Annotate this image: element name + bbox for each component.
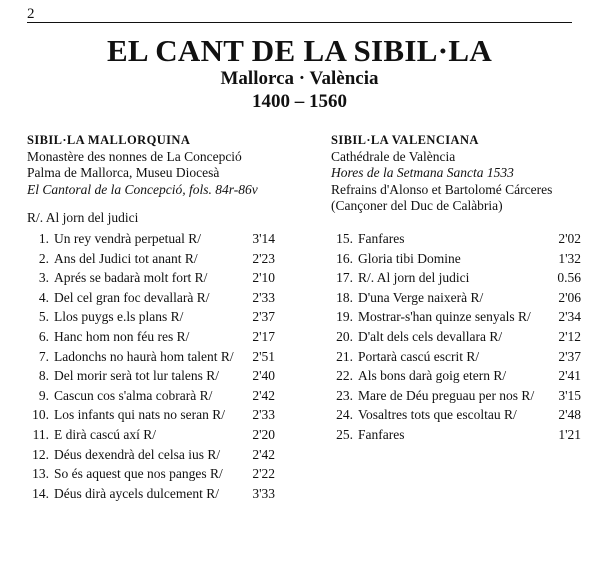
track-title: Ans del Judici tot anant R/ — [54, 250, 198, 266]
left-source-line: El Cantoral de la Concepció, fols. 84r-86v — [27, 181, 258, 197]
track-number: 21. — [336, 348, 353, 364]
track-row — [331, 405, 581, 425]
right-column-header — [331, 132, 552, 215]
track-row — [27, 347, 275, 367]
track-row — [27, 307, 275, 327]
track-row — [27, 268, 275, 288]
track-number: 12. — [32, 446, 49, 462]
left-column-header — [27, 132, 258, 198]
track-number: 2. — [38, 250, 49, 266]
track-title: Hanc hom non féu res R/ — [54, 328, 190, 344]
track-title: Déus dexendrà del celsa ius R/ — [54, 446, 221, 462]
track-number: 7. — [38, 348, 49, 364]
track-duration: 2'37 — [252, 309, 275, 325]
track-number: 6. — [38, 328, 49, 344]
track-row — [27, 249, 275, 269]
track-duration: 2'51 — [252, 348, 275, 364]
track-row — [331, 327, 581, 347]
track-row — [27, 425, 275, 445]
year-range: 1400 – 1560 — [252, 91, 347, 112]
track-number: 15. — [336, 231, 353, 246]
track-title: D'alt dels cels devallara R/ — [358, 328, 503, 344]
track-row — [27, 405, 275, 425]
right-info-line: (Cançoner del Duc de Calàbria) — [331, 198, 503, 213]
track-row — [27, 229, 275, 249]
track-duration: 3'33 — [252, 485, 275, 501]
track-number: 23. — [336, 387, 353, 403]
track-title: Ladonchs no haurà hom talent R/ — [54, 348, 234, 364]
track-number: 14. — [32, 485, 49, 501]
page-number: 2 — [27, 6, 35, 22]
right-heading: SIBIL·LA VALENCIANA — [331, 133, 479, 147]
track-row — [331, 268, 581, 288]
track-number: 11. — [32, 426, 49, 442]
track-title: So és aquest que nos panges R/ — [54, 466, 223, 482]
track-row — [331, 229, 581, 249]
track-row — [27, 445, 275, 465]
track-number: 5. — [38, 309, 49, 325]
track-duration: 2'40 — [252, 368, 275, 384]
track-row — [27, 386, 275, 406]
track-title: Los infants qui nats no seran R/ — [54, 407, 225, 423]
track-duration: 3'14 — [252, 231, 275, 246]
track-row — [27, 327, 275, 347]
refrain-line: R/. Al jorn del judici — [27, 210, 139, 225]
track-title: D'una Verge naixerà R/ — [358, 289, 484, 305]
track-number: 18. — [336, 289, 353, 305]
track-number: 8. — [38, 368, 49, 384]
track-row — [27, 288, 275, 308]
track-title: Cascun cos s'alma cobrarà R/ — [54, 387, 213, 403]
track-duration: 2'37 — [558, 348, 581, 364]
track-duration: 2'41 — [558, 368, 581, 384]
track-duration: 2'22 — [252, 466, 275, 482]
track-number: 24. — [336, 407, 353, 423]
track-duration: 2'12 — [558, 328, 581, 344]
track-row — [27, 366, 275, 386]
track-number: 19. — [336, 309, 353, 325]
track-title: R/. Al jorn del judici — [358, 270, 470, 286]
track-duration: 2'10 — [252, 270, 275, 286]
track-row — [331, 307, 581, 327]
header-rule — [27, 22, 572, 23]
track-duration: 2'20 — [252, 426, 275, 442]
track-duration: 2'23 — [252, 250, 275, 266]
track-duration: 2'42 — [252, 387, 275, 403]
right-source-line: Hores de la Setmana Sancta 1533 — [331, 165, 514, 180]
track-title: Mare de Déu preguau per nos R/ — [358, 387, 535, 403]
track-number: 22. — [336, 368, 353, 384]
track-duration: 2'17 — [252, 328, 275, 344]
track-number: 13. — [32, 466, 49, 482]
track-title: Un rey vendrà perpetual R/ — [54, 231, 201, 246]
left-info-line: Monastère des nonnes de La Concepció — [27, 148, 242, 164]
track-number: 9. — [38, 387, 49, 403]
page-subtitle: Mallorca · València — [220, 68, 379, 89]
track-row — [27, 484, 275, 504]
track-row — [27, 464, 275, 484]
track-number: 16. — [336, 250, 353, 266]
track-duration: 3'15 — [558, 387, 581, 403]
track-row — [331, 366, 581, 386]
track-title: Llos puygs e.ls plans R/ — [54, 309, 184, 325]
track-number: 17. — [336, 270, 353, 286]
track-number: 25. — [336, 426, 353, 442]
track-duration: 1'21 — [558, 426, 581, 442]
track-list-right — [331, 229, 581, 445]
page-title: EL CANT DE LA SIBIL·LA — [106, 33, 493, 68]
track-duration: 2'42 — [252, 446, 275, 462]
track-number: 3. — [38, 270, 49, 286]
right-info-line: Refrains d'Alonso et Bartolomé Cárceres — [331, 181, 553, 197]
track-duration: 1'32 — [558, 250, 581, 266]
track-title: Del morir serà tot lur talens R/ — [54, 368, 219, 384]
track-title: Del cel gran foc devallarà R/ — [54, 289, 210, 305]
track-number: 4. — [38, 289, 49, 305]
track-row — [331, 425, 581, 445]
track-duration: 2'06 — [558, 289, 581, 305]
right-info-line: Cathédrale de València — [331, 148, 456, 164]
track-title: E dirà cascú axí R/ — [54, 426, 156, 442]
track-number: 20. — [336, 328, 353, 344]
track-title: Portarà cascú escrit R/ — [358, 348, 480, 364]
track-duration: 2'33 — [252, 289, 275, 305]
track-title: Vosaltres tots que escoltau R/ — [358, 407, 517, 423]
left-info-line: Palma de Mallorca, Museu Diocesà — [27, 165, 220, 180]
track-number: 1. — [38, 231, 49, 246]
track-row — [331, 249, 581, 269]
track-row — [331, 288, 581, 308]
track-duration: 2'02 — [558, 231, 581, 246]
track-title: Aprés se badarà molt fort R/ — [54, 270, 208, 286]
track-duration: 2'48 — [558, 407, 581, 423]
track-duration: 2'33 — [252, 407, 275, 423]
left-heading: SIBIL·LA MALLORQUINA — [27, 133, 191, 147]
track-row — [331, 386, 581, 406]
track-title: Déus dirà aycels dulcement R/ — [54, 485, 219, 501]
track-title: Als bons darà goig etern R/ — [358, 368, 507, 384]
track-duration: 2'34 — [558, 309, 581, 325]
track-title: Mostrar-s'han quinze senyals R/ — [358, 309, 531, 325]
track-list-left — [27, 229, 275, 503]
track-row — [331, 347, 581, 367]
track-duration: 0.56 — [557, 270, 581, 286]
track-title: Gloria tibi Domine — [358, 250, 461, 266]
track-title: Fanfares — [358, 426, 405, 442]
track-number: 10. — [32, 407, 49, 423]
track-title: Fanfares — [358, 231, 405, 246]
